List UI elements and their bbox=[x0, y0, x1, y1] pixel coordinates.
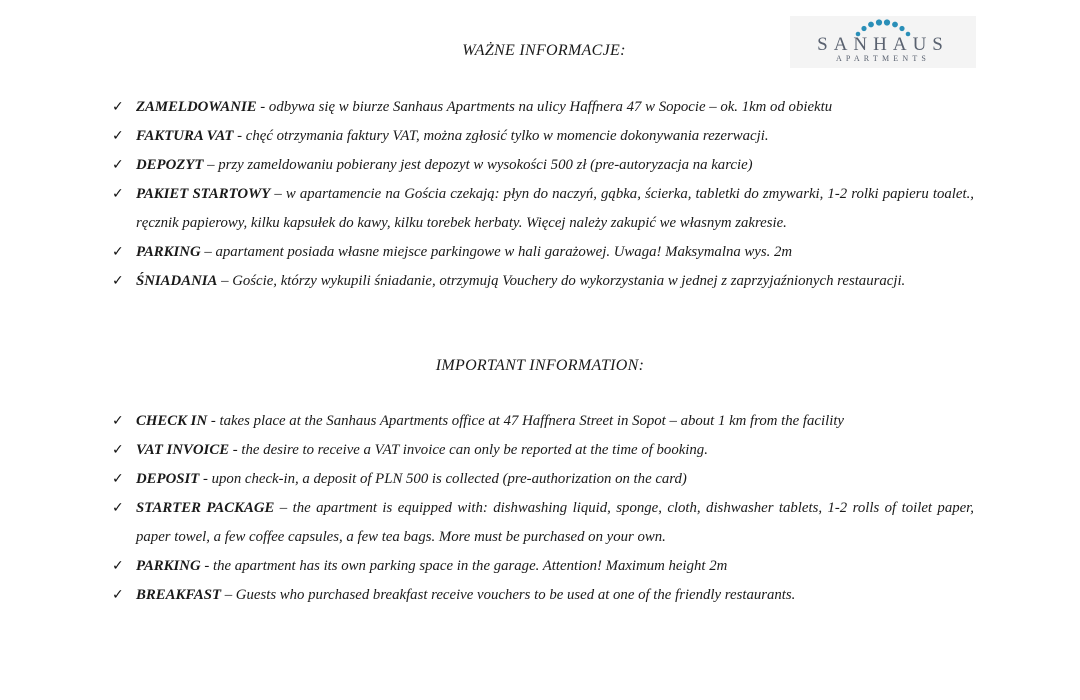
list-item bbox=[112, 552, 974, 581]
list-item bbox=[112, 581, 974, 610]
item-term: ZAMELDOWANIE bbox=[136, 99, 257, 115]
checkmark-icon: ✓ bbox=[112, 273, 124, 289]
item-term: STARTER PACKAGE bbox=[136, 500, 275, 516]
item-text: – apartament posiada własne miejsce parkingowe w hali garażowej. Uwaga! Maksymalna wys. 2m bbox=[200, 244, 793, 260]
list-item bbox=[112, 436, 974, 465]
checkmark-icon: ✓ bbox=[112, 244, 124, 260]
list-item bbox=[112, 465, 974, 494]
item-text: - upon check-in, a deposit of PLN 500 is collected (pre-authorization on the card) bbox=[199, 471, 687, 487]
list-item bbox=[112, 180, 974, 238]
item-term: FAKTURA VAT bbox=[136, 128, 234, 144]
item-term: PARKING bbox=[136, 558, 201, 574]
checkmark-icon: ✓ bbox=[112, 471, 124, 487]
item-text: - the apartment has its own parking space in the garage. Attention! Maximum height 2m bbox=[200, 558, 728, 574]
item-text: - chęć otrzymania faktury VAT, można zgłosić tylko w momencie dokonywania rezerwacji. bbox=[233, 128, 769, 144]
item-term: PAKIET STARTOWY bbox=[136, 186, 271, 202]
item-term: DEPOSIT bbox=[136, 471, 200, 487]
checkmark-icon: ✓ bbox=[112, 128, 124, 144]
item-text: - odbywa się w biurze Sanhaus Apartments na ulicy Haffnera 47 w Sopocie – ok. 1km od obiektu bbox=[256, 99, 833, 115]
item-text: - the desire to receive a VAT invoice can only be reported at the time of booking. bbox=[229, 442, 708, 458]
item-text: – Goście, którzy wykupili śniadanie, otrzymują Vouchery do wykorzystania w jednej z zaprzyjaźnionych restauracji. bbox=[217, 273, 906, 289]
english-info-list bbox=[112, 407, 974, 610]
logo-subtitle: APARTMENTS bbox=[835, 54, 931, 63]
list-item bbox=[112, 151, 974, 180]
list-item bbox=[112, 494, 974, 552]
list-item bbox=[112, 407, 974, 436]
list-item bbox=[112, 267, 974, 296]
checkmark-icon: ✓ bbox=[112, 442, 124, 458]
item-text: - takes place at the Sanhaus Apartments office at 47 Haffnera Street in Sopot – about 1 km from the facility bbox=[207, 413, 844, 429]
polish-heading: WAŻNE INFORMACJE: bbox=[462, 42, 626, 59]
checkmark-icon: ✓ bbox=[112, 500, 124, 516]
checkmark-icon: ✓ bbox=[112, 99, 124, 115]
english-heading: IMPORTANT INFORMATION: bbox=[435, 357, 645, 374]
list-item bbox=[112, 93, 974, 122]
checkmark-icon: ✓ bbox=[112, 558, 124, 574]
checkmark-icon: ✓ bbox=[112, 587, 124, 603]
item-text: – w apartamencie na Gościa czekają: płyn do naczyń, gąbka, ścierka, tabletki do zmywarki, 1-2 rolki papieru toalet., ręcznik papierowy, kilku kapsułek do kawy, kilku torebek herbaty. Więcej należy zakupić we własnym zakresie. bbox=[136, 186, 974, 231]
checkmark-icon: ✓ bbox=[112, 413, 124, 429]
checkmark-icon: ✓ bbox=[112, 186, 124, 202]
logo-name: SANHAUS bbox=[817, 34, 949, 55]
item-term: PARKING bbox=[136, 244, 201, 260]
item-term: CHECK IN bbox=[136, 413, 208, 429]
item-term: DEPOZYT bbox=[136, 157, 204, 173]
item-text: – przy zameldowaniu pobierany jest depozyt w wysokości 500 zł (pre-autoryzacja na karcie) bbox=[203, 157, 753, 173]
item-text: – the apartment is equipped with: dishwashing liquid, sponge, cloth, dishwasher tablets, 1-2 rolls of toilet paper, paper towel, a few coffee capsules, a few tea bags. More must be purchased on your own. bbox=[136, 500, 975, 545]
item-text: – Guests who purchased breakfast receive vouchers to be used at one of the friendly restaurants. bbox=[221, 587, 796, 603]
list-item bbox=[112, 238, 974, 267]
item-term: BREAKFAST bbox=[136, 587, 221, 603]
polish-info-list bbox=[112, 93, 974, 296]
item-term: VAT INVOICE bbox=[136, 442, 230, 458]
list-item bbox=[112, 122, 974, 151]
checkmark-icon: ✓ bbox=[112, 157, 124, 173]
item-term: ŚNIADANIA bbox=[136, 273, 218, 289]
